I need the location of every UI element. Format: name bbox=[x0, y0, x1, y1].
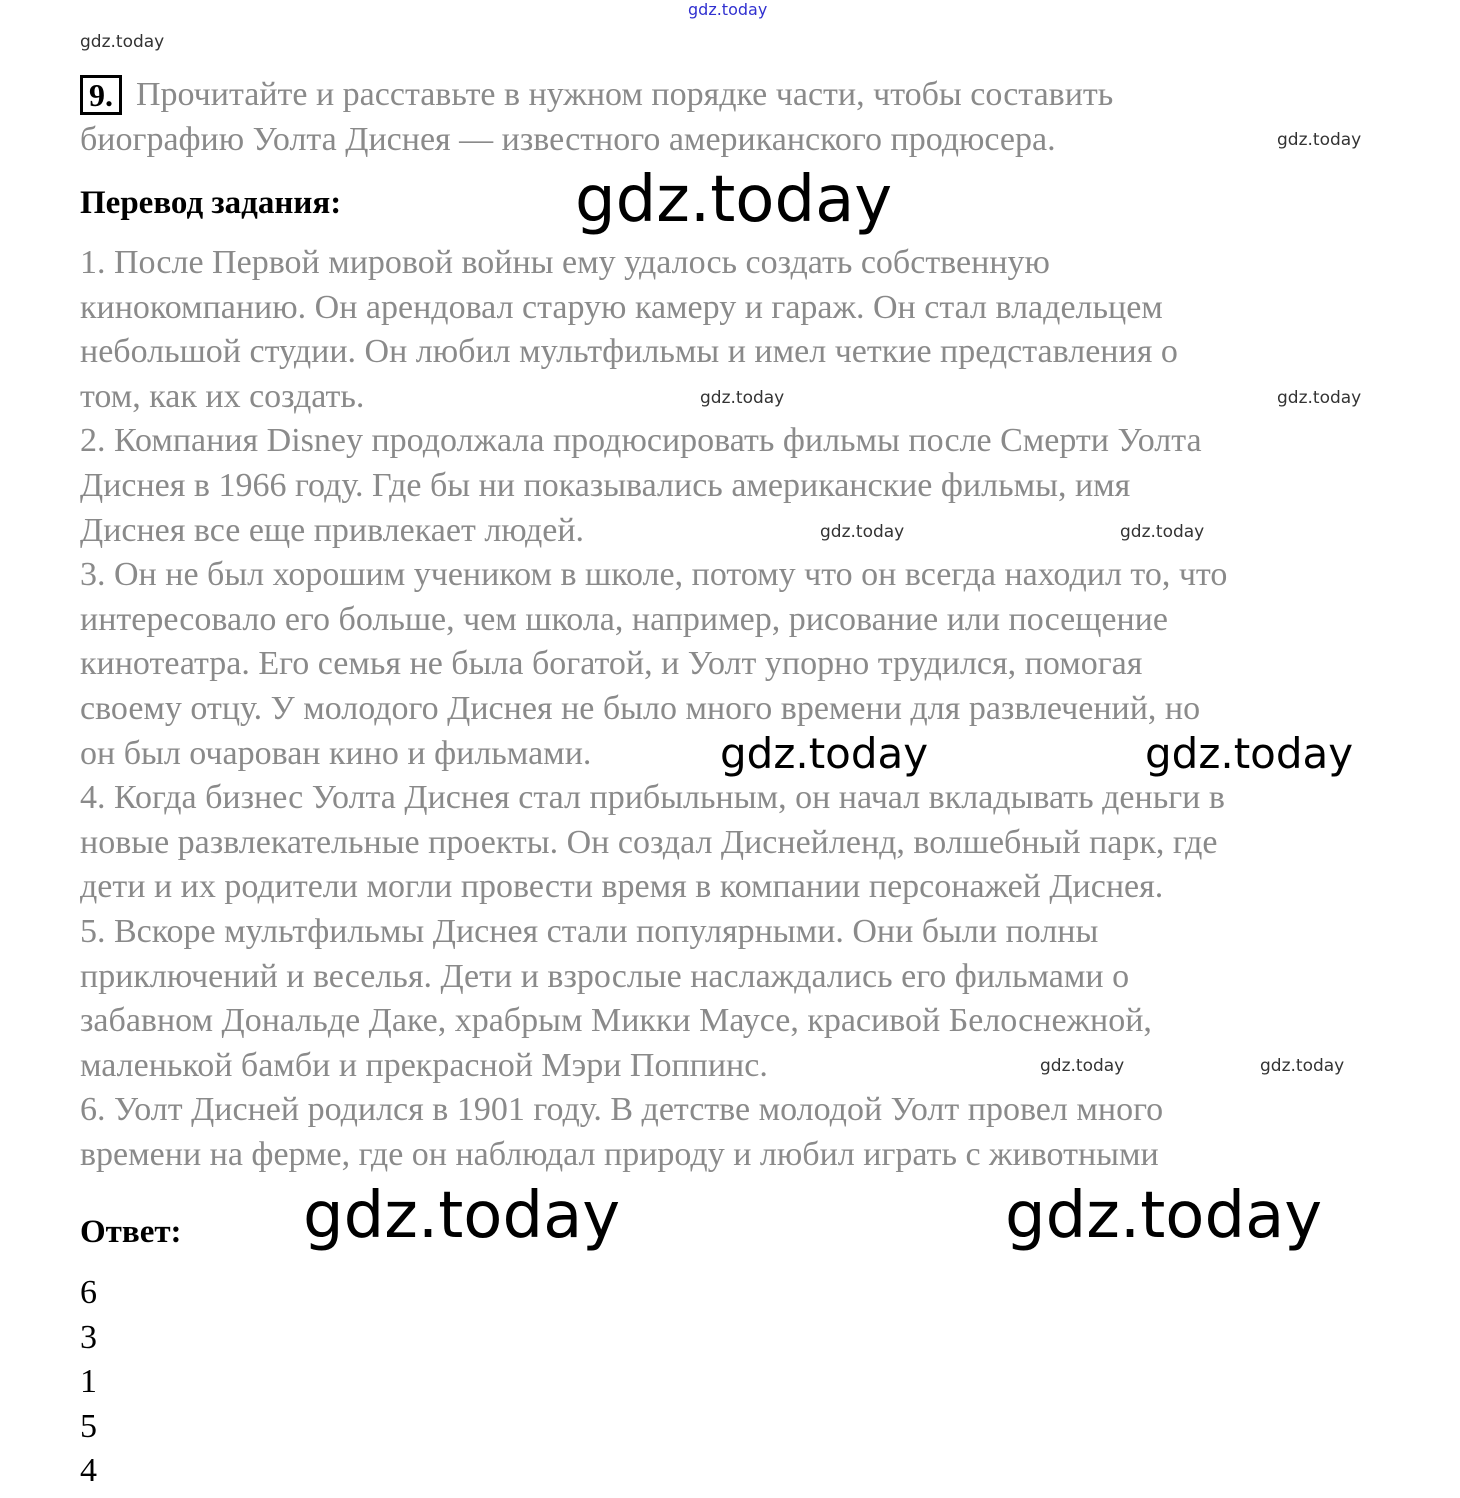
answer-item: 3 bbox=[80, 1318, 97, 1356]
watermark: gdz.today bbox=[700, 388, 785, 408]
watermark: gdz.today bbox=[1277, 130, 1362, 150]
watermark: gdz.today bbox=[1145, 729, 1354, 778]
watermark: gdz.today bbox=[1040, 1056, 1125, 1076]
task-line: Прочитайте и расставьте в нужном порядке части, чтобы составить bbox=[136, 76, 1114, 113]
translation-line: времени на ферме, где он наблюдал природу и любил играть с животными bbox=[80, 1136, 1159, 1173]
translation-line: интересовало его больше, чем школа, например, рисование или посещение bbox=[80, 600, 1168, 638]
translation-line: он был очарован кино и фильмами. bbox=[80, 734, 592, 772]
translation-line: 6. Уолт Дисней родился в 1901 году. В детстве молодой Уолт провел много bbox=[80, 1091, 1164, 1129]
watermark: gdz.today bbox=[1277, 388, 1362, 408]
translation-line: Диснея в 1966 году. Где бы ни показывались американские фильмы, имя bbox=[80, 467, 1131, 504]
translation-line: небольшой студии. Он любил мультфильмы и имел четкие представления о bbox=[80, 333, 1178, 371]
watermark: gdz.today bbox=[1260, 1056, 1345, 1076]
translation-line: кинокомпанию. Он арендовал старую камеру и гараж. Он стал владельцем bbox=[80, 288, 1163, 326]
translation-line: 4. Когда бизнес Уолта Диснея стал прибыльным, он начал вкладывать деньги в bbox=[80, 779, 1225, 817]
translation-line: 1. После Первой мировой войны ему удалось создать собственную bbox=[80, 244, 1050, 281]
watermark: gdz.today bbox=[575, 163, 893, 237]
answer-item: 4 bbox=[80, 1452, 97, 1490]
translation-line: маленькой бамби и прекрасной Мэри Поппинс. bbox=[80, 1046, 768, 1084]
watermark: gdz.today bbox=[1120, 522, 1205, 542]
task-line: биографию Уолта Диснея — известного американского продюсера. bbox=[80, 121, 1056, 158]
translation-line: новые развлекательные проекты. Он создал Диснейленд, волшебный парк, где bbox=[80, 823, 1218, 861]
translation-line: дети и их родители могли провести время в компании персонажей Диснея. bbox=[80, 868, 1164, 906]
translation-line: кинотеатра. Его семья не была богатой, и Уолт упорно трудился, помогая bbox=[80, 645, 1143, 683]
translation-line: приключений и веселья. Дети и взрослые наслаждались его фильмами о bbox=[80, 957, 1130, 995]
translation-line: забавном Дональде Даке, храбрым Микки Маусе, красивой Белоснежной, bbox=[80, 1002, 1152, 1040]
answer-item: 1 bbox=[80, 1363, 97, 1401]
translation-line: 5. Вскоре мультфильмы Диснея стали популярными. Они были полны bbox=[80, 913, 1099, 950]
translation-line: своему отцу. У молодого Диснея не было много времени для развлечений, но bbox=[80, 690, 1201, 727]
watermark: gdz.today bbox=[303, 1179, 621, 1253]
answer-heading: Ответ: bbox=[80, 1214, 182, 1250]
translation-line: 3. Он не был хорошим учеником в школе, потому что он всегда находил то, что bbox=[80, 556, 1228, 594]
watermark-top: gdz.today bbox=[688, 0, 768, 19]
translation-line: 2. Компания Disney продолжала продюсировать фильмы после Смерти Уолта bbox=[80, 422, 1202, 460]
task-number: 9. bbox=[80, 75, 122, 115]
translation-line: том, как их создать. bbox=[80, 377, 365, 415]
translation-heading: Перевод задания: bbox=[80, 185, 342, 221]
answer-item: 5 bbox=[80, 1407, 97, 1445]
answer-item: 6 bbox=[80, 1274, 97, 1311]
watermark: gdz.today bbox=[1005, 1179, 1323, 1253]
watermark: gdz.today bbox=[720, 729, 929, 778]
translation-line: Диснея все еще привлекает людей. bbox=[80, 511, 585, 549]
watermark: gdz.today bbox=[80, 32, 165, 52]
watermark: gdz.today bbox=[820, 522, 905, 542]
